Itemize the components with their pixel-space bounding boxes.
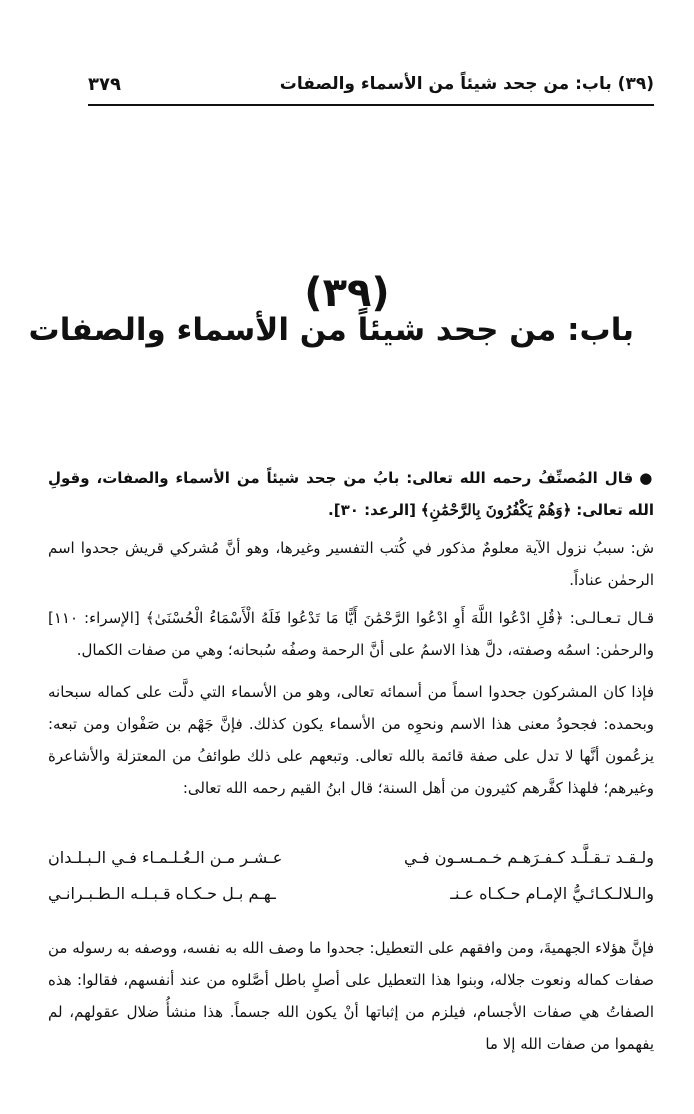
- running-header: [88, 74, 654, 104]
- paragraph-explanation: [الإسراء: ١١٠] والرحمٰن: اسمُه وصفته، دلَّ هذا الاسمُ على أنَّ الرحمة وصفُه سُبحانه؛ وهي من صفات الكمال.: [48, 609, 654, 659]
- bullet-icon: ●: [639, 469, 654, 487]
- page-number: ٣٧٩: [88, 74, 121, 95]
- paragraph-discussion: فإذا كان المشركون جحدوا اسماً من أسمائه تعالى، وهو من الأسماء التي دلَّت على كماله سبحانه وبحمده: فجحودُ معنى هذا الاسم ونحوِه من الأسماء يكون كذلك. فإنَّ جَهْم بن صَفْوان ومن تبعه: يزعُمون أنَّها لا تدل على صفة قائمة بالله تعالى. وتبعهم على ذلك طوائفُ من المعتزلة والأشاعرة وغيرهم؛ فلهذا كفَّرهم كثيرون من أهل السنة؛ قال ابنُ القيم رحمه الله تعالى:: [48, 683, 654, 797]
- quran-verse: ﴿وَهُمْ يَكْفُرُونَ بِالرَّحْمَٰنِ﴾: [420, 501, 572, 519]
- chapter-number: (٣٩): [304, 270, 390, 316]
- poem-second-hemistich: ـهـم بـل حـكـاه قـبـلـه الـطـبـرانـي: [48, 884, 276, 903]
- poem-second-hemistich: عـشـر مـن الـعُـلـمـاء فـي الـبـلـدان: [48, 848, 283, 867]
- paragraph-verse: [48, 602, 654, 666]
- paragraph-commentary: ش: سببُ نزول الآية معلومٌ مذكور في كُتب التفسير وغيرها، وهو أنَّ مُشركي قريش جحدوا اسم الرحمٰن عناداً.: [48, 539, 654, 589]
- paragraph-final: فإنَّ هؤلاء الجهميةَ، ومن وافقهم على التعطيل: جحدوا ما وصف الله به نفسه، ووصفه به رسوله من صفات كماله ونعوت جلاله، وبنوا هذا التعطيل على أصلٍ باطل أصَّلوه من عند أنفسهم، فقالوا: هذه الصفاتُ هي صفات الأجسام، فيلزم من إثباتها أنْ يكون الله جسماً. هذا منشأُ ضلال عقولهم، لم يفهموا من صفات الله إلا ما: [48, 939, 654, 1053]
- verse-reference: [الرعد: ٣٠].: [328, 501, 416, 519]
- paragraph-intro: قـال تـعـالـى:: [569, 609, 655, 627]
- body-text: [48, 462, 654, 810]
- poem-line: [48, 884, 654, 920]
- poem: [48, 848, 654, 920]
- paragraph-bold-text: قال المُصنِّفُ رحمه الله تعالى: بابُ من جحد شيئاً من الأسماء والصفات، وقولِ الله تعالى:: [48, 469, 654, 519]
- header-rule: [88, 104, 654, 106]
- poem-first-hemistich: ولـقـد تـقـلَّـد كـفـرَهـم خـمـسـون فـي: [404, 848, 654, 867]
- quran-verse: ﴿قُلِ ادْعُوا اللَّهَ أَوِ ادْعُوا الرَّحْمَٰنَ أَيًّا مَا تَدْعُوا فَلَهُ الْأَسْمَاءُ الْحُسْنَىٰ﴾: [145, 609, 564, 627]
- chapter-title: باب: من جحد شيئاً من الأسماء والصفات: [28, 312, 634, 348]
- header-title: (٣٩) باب: من جحد شيئاً من الأسماء والصفات: [279, 74, 654, 94]
- body-text-continued: [48, 932, 654, 1060]
- poem-first-hemistich: والـلالـكـائـيُّ الإمـام حـكـاه عـنـ: [450, 884, 654, 903]
- paragraph-author-quote: [48, 462, 654, 526]
- poem-line: [48, 848, 654, 884]
